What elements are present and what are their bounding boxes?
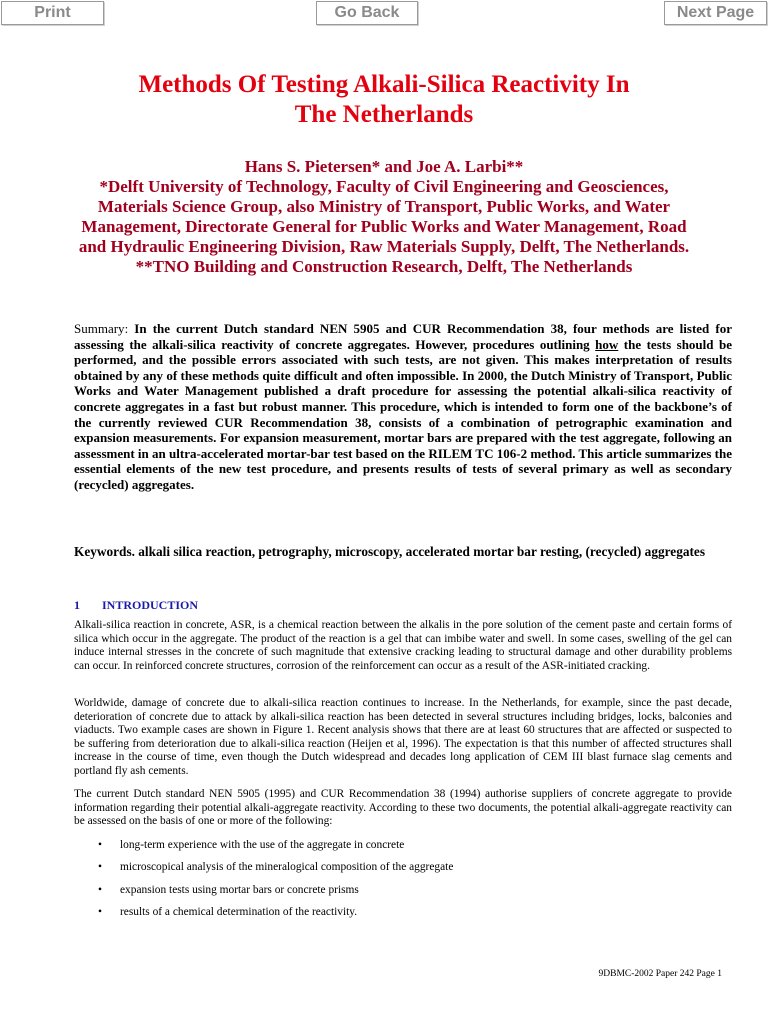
body-paragraph: The current Dutch standard NEN 5905 (1995) and CUR Recommendation 38 (1994) authorise suppliers of concrete aggregate to provide information regarding their potential alkali-aggregate reactivity. According to these two documents, the potential alkali-aggregate reactivity can be assessed on the basis of one or more of the following: [74, 788, 732, 828]
affiliation-line: *Delft University of Technology, Faculty of Civil Engineering and Geosciences, [99, 177, 669, 196]
section-title: INTRODUCTION [102, 598, 199, 612]
bullet-icon: • [98, 839, 102, 851]
title-line: The Netherlands [294, 101, 474, 128]
list-item-text: microscopical analysis of the mineralogical composition of the aggregate [120, 861, 454, 873]
summary-text: the tests should be performed, and the possible errors associated with such tests, are not given. This makes interpretation of results obtained by any of these methods quite difficult and often impossible. In 2000, the Dutch Ministry of Transport, Public Works and Water Management published a draft procedure for assessing the potential alkali-silica reactivity of concrete aggregates in a fast but robust manner. This procedure, which is intended to form one of the backbone’s of the currently reviewed CUR Recommendation 38, consists of a combination of petrographic examination and expansion measurements. For expansion measurement, mortar bars are prepared with the test aggregate, following an assessment in an ultra-accelerated mortar-bar test based on the RILEM TC 106-2 method. This article summarizes the essential elements of the new test procedure, and presents results of tests of several primary as well as secondary (recycled) aggregates. [74, 336, 732, 492]
bullet-icon: • [98, 861, 102, 873]
affiliation-line: **TNO Building and Construction Research, Delft, The Netherlands [135, 257, 633, 276]
authors-line: Hans S. Pietersen* and Joe A. Larbi** [244, 157, 524, 176]
authors-affiliations [40, 157, 728, 277]
list-item-text: expansion tests using mortar bars or concrete prisms [120, 884, 359, 896]
body-paragraph: Alkali-silica reaction in concrete, ASR, is a chemical reaction between the alkalis in the pore solution of the cement paste and certain forms of silica which occur in the aggregate. The product of the reaction is a gel that can imbibe water and swell. In some cases, swelling of the gel can induce internal stresses in the concrete of such magnitude that extensive cracking leading to structural damage and other durability problems can occur. In reinforced concrete structures, corrosion of the reinforcement can occur as a result of the ASR-initiated cracking. [74, 619, 732, 672]
title-line: Methods Of Testing Alkali-Silica Reactivity In [138, 71, 630, 98]
affiliation-line: Management, Directorate General for Public Works and Water Management, Road [81, 217, 687, 236]
keywords: Keywords. alkali silica reaction, petrography, microscopy, accelerated mortar bar resting, (recycled) aggregates [74, 544, 705, 559]
affiliation-line: Materials Science Group, also Ministry of Transport, Public Works, and Water [97, 197, 671, 216]
affiliation-line: and Hydraulic Engineering Division, Raw Materials Supply, Delft, The Netherlands. [78, 237, 690, 256]
summary-text: In the current Dutch standard NEN 5905 and CUR Recommendation 38, four methods are listed for assessing the alkali-silica reactivity of concrete aggregates. However, procedures outlining [74, 321, 732, 352]
bullet-icon: • [98, 906, 102, 918]
page-footer: 9DBMC-2002 Paper 242 Page 1 [598, 969, 722, 979]
body-paragraph: Worldwide, damage of concrete due to alkali-silica reaction continues to increase. In the Netherlands, for example, since the past decade, deterioration of concrete due to attack by alkali-silica reaction has been detected in several structures including bridges, locks, balconies and viaducts. Two example cases are shown in Figure 1. Recent analysis shows that there are at least 60 structures that are affected or suspected to be suffering from deterioration due to alkali-silica reaction (Heijen et al, 1996). The expectation is that this number of affected structures shall increase in the course of time, even though the Dutch widespread and decades long application of CEM III blast furnace slag cements and portland fly ash cements. [74, 697, 732, 777]
section-heading [74, 598, 198, 612]
print-button[interactable]: Print [1, 1, 104, 25]
paper-title [60, 70, 708, 130]
bullet-icon: • [98, 884, 102, 896]
section-number: 1 [74, 598, 80, 612]
list-item-text: results of a chemical determination of the reactivity. [120, 906, 358, 918]
list-item-text: long-term experience with the use of the aggregate in concrete [120, 839, 405, 851]
summary-label: Summary [74, 321, 125, 336]
summary-how-underlined: how [595, 336, 619, 352]
summary-paragraph: Summary: In the current Dutch standard NEN 5905 and CUR Recommendation 38, four methods are listed for assessing the alkali-silica reactivity of concrete aggregates. However, procedures outlining how the tests should be performed, and the possible errors associated with such tests, are not given. This makes interpretation of results obtained by any of these methods quite difficult and often impossible. In 2000, the Dutch Ministry of Transport, Public Works and Water Management published a draft procedure for assessing the potential alkali-silica reactivity of concrete aggregates in a fast but robust manner. This procedure, which is intended to form one of the backbone’s of the currently reviewed CUR Recommendation 38, consists of a combination of petrographic examination and expansion measurements. For expansion measurement, mortar bars are prepared with the test aggregate, following an assessment in an ultra-accelerated mortar-bar test based on the RILEM TC 106-2 method. This article summarizes the essential elements of the new test procedure, and presents results of tests of several primary as well as secondary (recycled) aggregates. [74, 321, 732, 492]
next-page-button[interactable]: Next Page [664, 1, 767, 25]
go-back-button[interactable]: Go Back [316, 1, 418, 25]
